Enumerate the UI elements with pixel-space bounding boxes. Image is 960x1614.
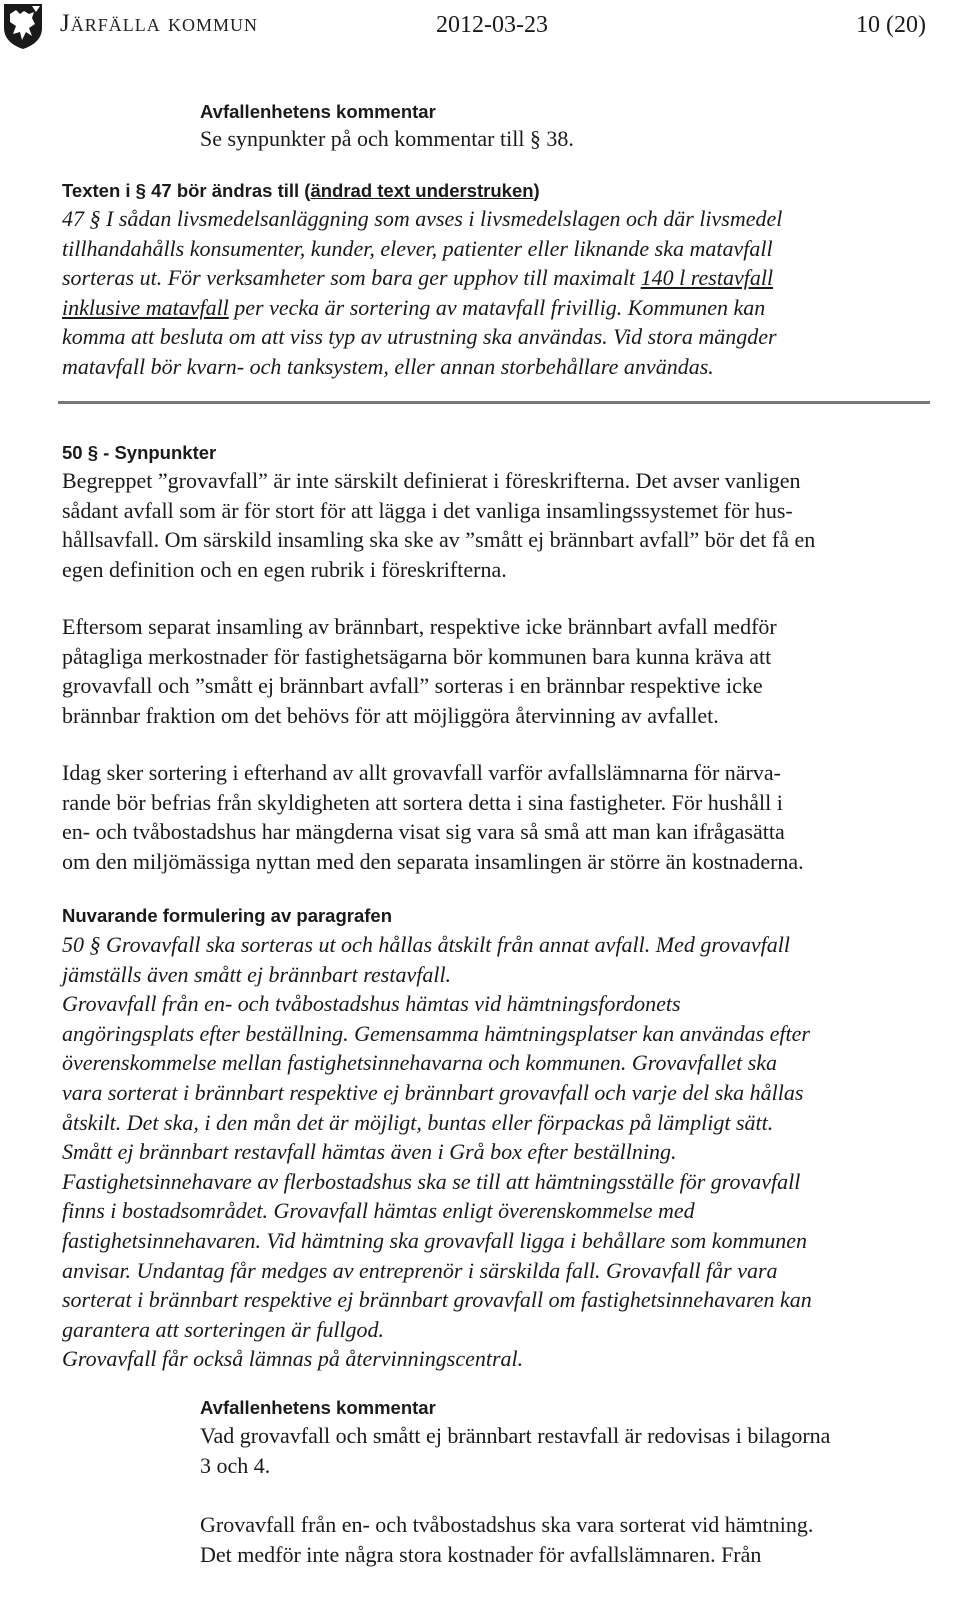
text-line: åtskilt. Det ska, i den mån det är möjligt, buntas eller förpackas på lämpligt sätt. xyxy=(62,1109,774,1135)
underlined-change: inklusive matavfall xyxy=(62,294,229,320)
text-line: jämställs även smått ej brännbart restavfall. xyxy=(62,961,452,987)
text-line: Grovavfall får också lämnas på återvinningscentral. xyxy=(62,1346,524,1372)
text-line: hållsavfall. Om särskild insamling ska ske av ”smått ej brännbart avfall” bör det få en xyxy=(62,527,816,552)
text-line: finns i bostadsområdet. Grovavfall hämtas enligt överenskommelse med xyxy=(62,1198,695,1224)
text-line: Eftersom separat insamling av brännbart, respektive icke brännbart avfall medför xyxy=(62,614,777,639)
heading-close: ) xyxy=(533,180,540,201)
text-line: vara sorterat i brännbart respektive ej brännbart grovavfall och varje del ska hållas xyxy=(62,1079,804,1105)
text-line: Se synpunkter på och kommentar till § 38. xyxy=(200,126,574,151)
text-line: fastighetsinnehavaren. Vid hämtning ska grovavfall ligga i behållare som kommunen xyxy=(62,1227,808,1253)
comment-section-1 xyxy=(200,100,940,154)
underlined-change: 140 l restavfall xyxy=(640,265,774,290)
text-line: matavfall bör kvarn- och tanksystem, eller annan storbehållare användas. xyxy=(62,353,714,379)
section-heading: Avfallenhetens kommentar xyxy=(200,1397,436,1418)
text-line: Det medför inte några stora kostnader för avfallslämnaren. Från xyxy=(200,1541,762,1567)
section-heading: 50 § - Synpunkter xyxy=(62,442,217,463)
text-line: angöringsplats efter beställning. Gemensamma hämtningsplatser kan användas efter xyxy=(62,1020,810,1046)
text-line: 47 § I sådan livsmedelsanläggning som avses i livsmedelslagen och där livsmedel xyxy=(62,206,783,231)
text-line: sådant avfall som är för stort för att lägga i det vanliga insamlingssystemet för hus- xyxy=(62,497,793,523)
section-heading: Avfallenhetens kommentar xyxy=(200,101,436,122)
text-line: Vad grovavfall och smått ej brännbart restavfall är redovisas i bilagorna xyxy=(200,1423,831,1448)
text-line: egen definition och en egen rubrik i föreskrifterna. xyxy=(62,556,507,582)
text-line: sorterat i brännbart respektive ej brännbart grovavfall om fastighetsinnehavaren kan xyxy=(62,1287,812,1313)
comment-section-2 xyxy=(200,1395,940,1480)
current-wording-section xyxy=(62,902,936,1374)
text-line: rande bör befrias från skyldigheten att sortera detta i sina fastigheter. För hushåll i xyxy=(62,789,783,815)
comment-continuation xyxy=(200,1510,940,1569)
section-heading xyxy=(62,178,922,204)
document-date: 2012-03-23 xyxy=(436,12,548,38)
text-line: sorteras ut. För verksamheter som bara ger upphov till maximalt 140 l restavfall xyxy=(62,265,774,290)
text-line: Fastighetsinnehavare av flerbostadshus ska se till att hämtningsställe för grovavfall xyxy=(62,1168,801,1194)
text-line: överenskommelse mellan fastighetsinnehavarna och kommunen. Grovavfallet ska xyxy=(62,1050,778,1076)
text-line: Smått ej brännbart restavfall hämtas även i Grå box efter beställning. xyxy=(62,1139,677,1165)
text-line: en- och tvåbostadshus har mängderna visat sig vara så små att man kan ifrågasätta xyxy=(62,819,785,844)
text-line: inklusive matavfall per vecka är sortering av matavfall frivillig. Kommunen kan xyxy=(62,294,766,320)
text-line: om den miljömässiga nyttan med den separata insamlingen är större än kostnaderna. xyxy=(62,848,804,874)
text-line: komma att besluta om att viss typ av utrustning ska användas. Vid stora mängder xyxy=(62,324,777,349)
paragraph-sorting xyxy=(62,758,936,876)
heading-plain: Texten i § 47 bör ändras till ( xyxy=(62,180,311,201)
organization-name: Järfälla kommun xyxy=(60,10,258,37)
text-line: Grovavfall från en- och tvåbostadshus hämtas vid hämtningsfordonets xyxy=(62,991,681,1017)
text-line: anvisar. Undantag får medges av entreprenör i särskilda fall. Grovavfall får vara xyxy=(62,1257,778,1283)
municipality-crest-icon xyxy=(2,2,44,50)
synpunkter-section xyxy=(62,440,936,584)
text-line: 3 och 4. xyxy=(200,1452,271,1478)
page-header xyxy=(0,0,960,56)
text-line: 50 § Grovavfall ska sorteras ut och hållas åtskilt från annat avfall. Med grovavfall xyxy=(62,932,790,957)
text-line: påtagliga merkostnader för fastighetsägarna bör kommunen bara kunna kräva att xyxy=(62,643,772,669)
section-heading: Nuvarande formulering av paragrafen xyxy=(62,905,393,926)
paragraph-separate-collection xyxy=(62,612,936,730)
heading-underlined: ändrad text understruken xyxy=(310,180,534,201)
text-line: Begreppet ”grovavfall” är inte särskilt definierat i föreskrifterna. Det avser vanligen xyxy=(62,468,801,493)
proposed-text-section xyxy=(62,178,922,381)
section-divider xyxy=(58,401,930,404)
text-line: grovavfall och ”smått ej brännbart avfall” sorteras i en brännbar respektive icke xyxy=(62,673,763,698)
text-line: tillhandahålls konsumenter, kunder, elever, patienter eller liknande ska matavfall xyxy=(62,235,773,261)
text-line: garantera att sorteringen är fullgod. xyxy=(62,1316,385,1342)
text-line: Grovavfall från en- och tvåbostadshus ska vara sorterat vid hämtning. xyxy=(200,1512,814,1537)
text-line: Idag sker sortering i efterhand av allt grovavfall varför avfallslämnarna för närva- xyxy=(62,760,781,785)
text-line: brännbar fraktion om det behövs för att möjliggöra återvinning av avfallet. xyxy=(62,702,719,728)
page-number: 10 (20) xyxy=(856,12,926,38)
